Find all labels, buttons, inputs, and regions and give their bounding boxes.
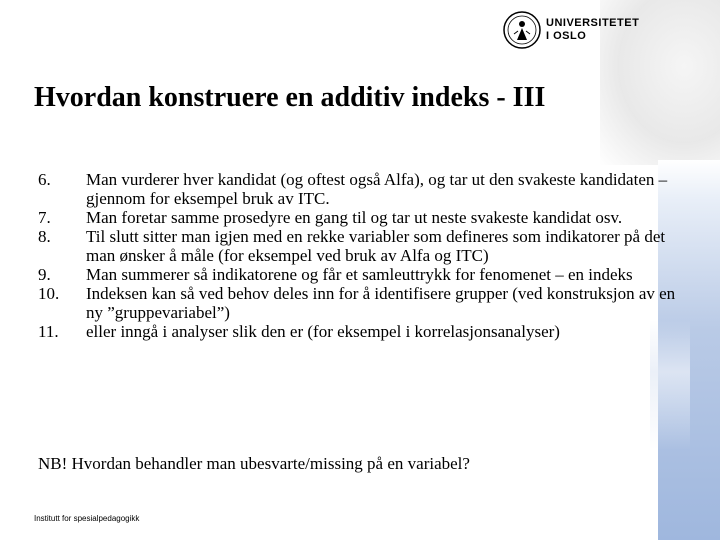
list-item-number: 10.	[38, 284, 60, 303]
list-item-text: eller inngå i analyser slik den er (for eksempel i korrelasjonsanalyser)	[86, 322, 560, 341]
university-seal-icon	[502, 10, 542, 50]
list-item-text: Man foretar samme prosedyre en gang til og tar ut neste svakeste kandidat osv.	[86, 208, 623, 227]
list-item	[38, 284, 678, 322]
list-item-number: 9.	[38, 265, 51, 284]
numbered-list	[38, 170, 678, 341]
note-text: NB! Hvordan behandler man ubesvarte/missing på en variabel?	[38, 454, 470, 473]
slide-title: Hvordan konstruere en additiv indeks - III	[34, 82, 546, 113]
list-item	[38, 227, 678, 265]
list-item	[38, 170, 678, 208]
list-item	[38, 265, 678, 284]
list-item-text: Indeksen kan så ved behov deles inn for å identifisere grupper (ved konstruksjon av en ny ”gruppevariabel”)	[86, 284, 676, 322]
list-item	[38, 208, 678, 227]
list-item-number: 8.	[38, 227, 51, 246]
logo-line-1: UNIVERSITETET	[546, 17, 640, 29]
list-item-number: 6.	[38, 170, 51, 189]
list-item-text: Man summerer så indikatorene og får et samleuttrykk for fenomenet – en indeks	[86, 265, 633, 284]
university-logo	[502, 10, 639, 50]
list-item-text: Til slutt sitter man igjen med en rekke variabler som defineres som indikatorer på det man ønsker å måle (for eksempel ved bruk av Alfa og ITC)	[86, 227, 666, 265]
list-item-text: Man vurderer hver kandidat (og oftest også Alfa), og tar ut den svakeste kandidaten – gjennom for eksempel bruk av ITC.	[86, 170, 668, 208]
list-item-number: 11.	[38, 322, 59, 341]
list-item-number: 7.	[38, 208, 51, 227]
footer-text: Institutt for spesialpedagogikk	[34, 514, 140, 523]
logo-line-2: I OSLO	[546, 30, 587, 42]
list-item	[38, 322, 678, 341]
